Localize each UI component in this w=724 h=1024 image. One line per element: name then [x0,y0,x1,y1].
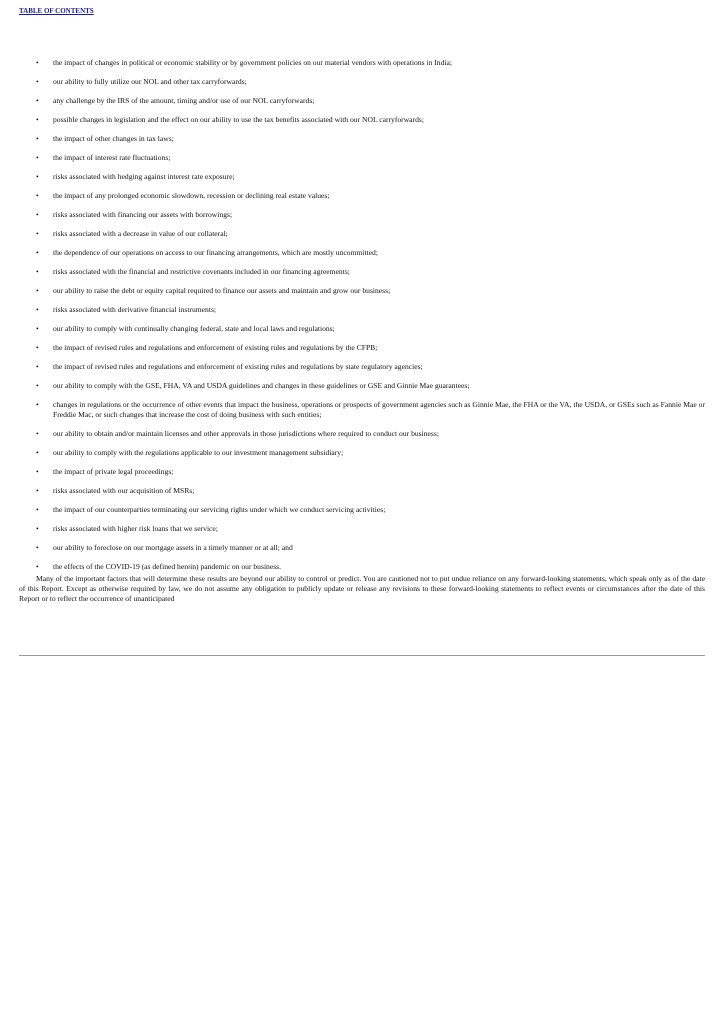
list-item-text: the effects of the COVID-19 (as defined herein) pandemic on our business. [53,562,282,571]
list-item-text: our ability to fully utilize our NOL and other tax carryforwards; [53,77,247,86]
bullet-icon: • [36,486,39,495]
list-item-text: the impact of changes in political or economic stability or by government policies on our material vendors with operations in India; [53,58,452,67]
list-item-text: our ability to obtain and/or maintain licenses and other approvals in those jurisdictions where required to conduct our business; [53,429,439,438]
bullet-icon: • [36,467,39,476]
list-item-text: risks associated with financing our assets with borrowings; [53,210,233,219]
list-item-text: the impact of private legal proceedings; [53,467,174,476]
bullet-icon: • [36,286,39,295]
bullet-icon: • [36,505,39,514]
table-of-contents-link[interactable]: TABLE OF CONTENTS [19,7,94,15]
list-item-text: risks associated with derivative financial instruments; [53,305,217,314]
list-item-text: the impact of our counterparties terminating our servicing rights under which we conduct servicing activities; [53,505,386,514]
bullet-icon: • [36,115,39,124]
list-item [0,248,724,258]
list-item-text: possible changes in legislation and the effect on our ability to use the tax benefits associated with our NOL carryforwards; [53,115,424,124]
list-item [0,524,724,534]
list-item-text: any challenge by the IRS of the amount, timing and/or use of our NOL carryforwards; [53,96,315,105]
bullet-icon: • [36,267,39,276]
list-item [0,486,724,496]
list-item [0,115,724,125]
list-item [0,429,724,439]
list-item-text: risks associated with hedging against interest rate exposure; [53,172,235,181]
bullet-icon: • [36,429,39,438]
bullet-icon: • [36,96,39,105]
list-item [0,305,724,315]
list-item [0,191,724,201]
list-item-text: risks associated with a decrease in value of our collateral; [53,229,228,238]
bullet-icon: • [36,305,39,314]
list-item [0,229,724,239]
page-divider [19,655,705,656]
list-item [0,343,724,353]
list-item [0,324,724,334]
list-item-text: our ability to raise the debt or equity capital required to finance our assets and maintain and grow our business; [53,286,391,295]
list-item [0,96,724,106]
list-item [0,381,724,391]
risk-factor-list [0,58,724,574]
list-item [0,58,724,68]
list-item [0,400,724,420]
list-item-text: risks associated with our acquisition of MSRs; [53,486,195,495]
list-item [0,505,724,515]
list-item-text: our ability to comply with continually changing federal, state and local laws and regulations; [53,324,335,333]
bullet-icon: • [36,58,39,67]
list-item [0,267,724,277]
closing-paragraph: Many of the important factors that will determine these results are beyond our ability to control or predict. You are cautioned not to put undue reliance on any forward-looking statements, which speak only as of the date of this Report. Except as otherwise required by law, we do not assume any obligation to publicly update or release any revisions to these forward-looking statements to reflect events or circumstances after the date of this Report or to reflect the occurrence of unanticipated [19,574,705,603]
bullet-icon: • [36,524,39,533]
list-item-text: the impact of any prolonged economic slowdown, recession or declining real estate values; [53,191,330,200]
list-item-text: the impact of interest rate fluctuations; [53,153,171,162]
bullet-icon: • [36,448,39,457]
bullet-icon: • [36,324,39,333]
list-item-text: the impact of revised rules and regulations and enforcement of existing rules and regulations by state regulatory agencies; [53,362,423,371]
list-item [0,286,724,296]
list-item-text: risks associated with the financial and restrictive covenants included in our financing agreements; [53,267,350,276]
list-item-text: the dependence of our operations on access to our financing arrangements, which are mostly uncommitted; [53,248,378,257]
bullet-icon: • [36,400,39,409]
list-item-text: our ability to comply with the regulations applicable to our investment management subsidiary; [53,448,344,457]
bullet-icon: • [36,362,39,371]
list-item [0,210,724,220]
list-item-text: the impact of other changes in tax laws; [53,134,174,143]
bullet-icon: • [36,248,39,257]
bullet-icon: • [36,191,39,200]
bullet-icon: • [36,562,39,571]
bullet-icon: • [36,229,39,238]
list-item [0,153,724,163]
list-item-text: our ability to foreclose on our mortgage assets in a timely manner or at all; and [53,543,293,552]
list-item [0,448,724,458]
list-item [0,543,724,553]
bullet-icon: • [36,210,39,219]
list-item-text: our ability to comply with the GSE, FHA, VA and USDA guidelines and changes in these guidelines or GSE and Ginnie Mae guarantees; [53,381,470,390]
list-item-text: the impact of revised rules and regulations and enforcement of existing rules and regulations by the CFPB; [53,343,378,352]
list-item [0,172,724,182]
list-item [0,562,724,572]
list-item [0,77,724,87]
bullet-icon: • [36,77,39,86]
list-item-text: risks associated with higher risk loans that we service; [53,524,218,533]
bullet-icon: • [36,134,39,143]
bullet-icon: • [36,381,39,390]
list-item [0,362,724,372]
list-item [0,134,724,144]
list-item-text: changes in regulations or the occurrence of other events that impact the business, operations or prospects of government agencies such as Ginnie Mae, the FHA or the VA, the USDA, or GSEs such as Fannie Mae or Freddie Mac, or such changes that increase the cost of doing business with such entities; [53,400,705,419]
list-item [0,467,724,477]
bullet-icon: • [36,172,39,181]
bullet-icon: • [36,153,39,162]
bullet-icon: • [36,543,39,552]
bullet-icon: • [36,343,39,352]
